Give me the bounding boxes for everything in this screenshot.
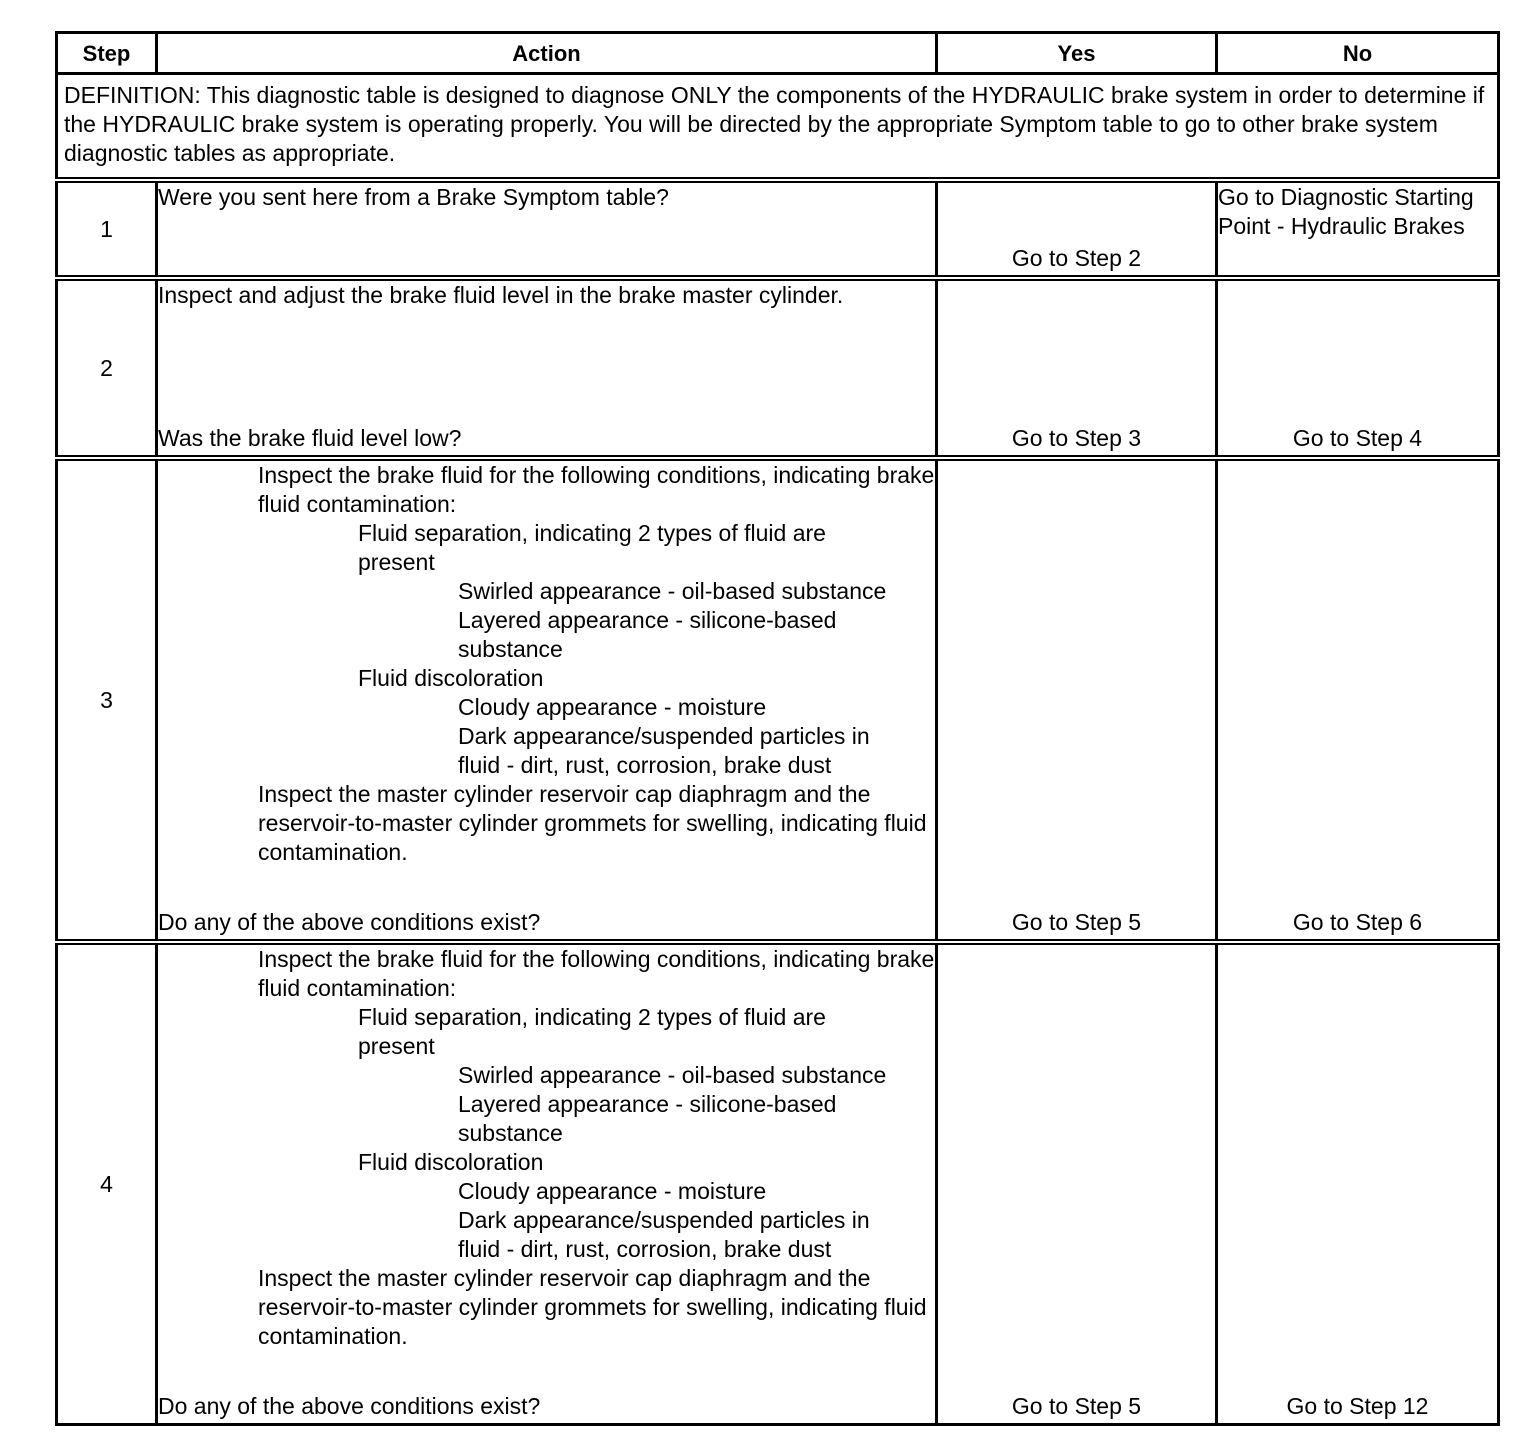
no-link[interactable]: Go to Diagnostic Starting Point - Hydraulic Brakes bbox=[1218, 184, 1474, 239]
action-line: Inspect the master cylinder reservoir cap diaphragm and the reservoir-to-master cylinder grommets for swelling, indicating fluid contamination. bbox=[258, 781, 927, 865]
no-link[interactable]: Go to Step 6 bbox=[1292, 909, 1423, 935]
diagnostic-table bbox=[55, 31, 1500, 1426]
action-line: Fluid separation, indicating 2 types of fluid are present bbox=[358, 520, 826, 575]
action-line: Cloudy appearance - moisture bbox=[458, 694, 767, 720]
action-line: Layered appearance - silicone-based substance bbox=[458, 1091, 837, 1146]
action-question: Do any of the above conditions exist? bbox=[158, 909, 541, 935]
step-number: 3 bbox=[57, 458, 157, 942]
action-line: Fluid separation, indicating 2 types of fluid are present bbox=[358, 1004, 826, 1059]
action-text: Were you sent here from a Brake Symptom table? bbox=[158, 184, 669, 210]
no-cell bbox=[1217, 458, 1499, 942]
action-line: Swirled appearance - oil-based substance bbox=[458, 578, 887, 604]
no-link[interactable]: Go to Step 12 bbox=[1286, 1393, 1429, 1419]
no-cell bbox=[1217, 278, 1499, 458]
no-link[interactable]: Go to Step 4 bbox=[1292, 425, 1423, 451]
action-cell bbox=[157, 942, 937, 1425]
action-line: Dark appearance/suspended particles in fluid - dirt, rust, corrosion, brake dust bbox=[458, 723, 870, 778]
action-text: Inspect and adjust the brake fluid level in the brake master cylinder. bbox=[158, 282, 844, 308]
action-line: Fluid discoloration bbox=[358, 1149, 544, 1175]
action-line: Swirled appearance - oil-based substance bbox=[458, 1062, 887, 1088]
no-cell bbox=[1217, 180, 1499, 278]
header-step: Step bbox=[57, 33, 157, 74]
action-line: Cloudy appearance - moisture bbox=[458, 1178, 767, 1204]
table-row bbox=[57, 942, 1499, 1425]
action-question: Was the brake fluid level low? bbox=[158, 425, 462, 451]
action-cell bbox=[157, 278, 937, 458]
step-number: 1 bbox=[57, 180, 157, 278]
header-row bbox=[57, 33, 1499, 74]
action-line: Inspect the brake fluid for the following conditions, indicating brake fluid contamination: bbox=[258, 946, 935, 1001]
yes-cell bbox=[937, 458, 1217, 942]
no-cell bbox=[1217, 942, 1499, 1425]
header-action: Action bbox=[157, 33, 937, 74]
definition-text: DEFINITION: This diagnostic table is designed to diagnose ONLY the components of the HYDRAULIC brake system in order to determine if the HYDRAULIC brake system is operating properly. You will be directed by the appropriate Symptom table to go to other brake system diagnostic tables as appropriate. bbox=[57, 74, 1499, 181]
yes-link[interactable]: Go to Step 5 bbox=[1011, 909, 1142, 935]
action-line: Inspect the master cylinder reservoir cap diaphragm and the reservoir-to-master cylinder grommets for swelling, indicating fluid contamination. bbox=[258, 1265, 927, 1349]
action-cell bbox=[157, 458, 937, 942]
action-cell bbox=[157, 180, 937, 278]
yes-link[interactable]: Go to Step 5 bbox=[1011, 1393, 1142, 1419]
yes-link[interactable]: Go to Step 2 bbox=[1011, 245, 1142, 271]
step-number: 4 bbox=[57, 942, 157, 1425]
yes-link[interactable]: Go to Step 3 bbox=[1011, 425, 1142, 451]
yes-cell bbox=[937, 278, 1217, 458]
step-number: 2 bbox=[57, 278, 157, 458]
action-line: Inspect the brake fluid for the following conditions, indicating brake fluid contamination: bbox=[258, 462, 935, 517]
header-no: No bbox=[1217, 33, 1499, 74]
action-line: Fluid discoloration bbox=[358, 665, 544, 691]
table-row bbox=[57, 278, 1499, 458]
action-line: Layered appearance - silicone-based substance bbox=[458, 607, 837, 662]
action-line: Dark appearance/suspended particles in fluid - dirt, rust, corrosion, brake dust bbox=[458, 1207, 870, 1262]
header-yes: Yes bbox=[937, 33, 1217, 74]
yes-cell bbox=[937, 180, 1217, 278]
yes-cell bbox=[937, 942, 1217, 1425]
action-question: Do any of the above conditions exist? bbox=[158, 1393, 541, 1419]
table-row bbox=[57, 458, 1499, 942]
table-row bbox=[57, 180, 1499, 278]
definition-row bbox=[57, 74, 1499, 181]
